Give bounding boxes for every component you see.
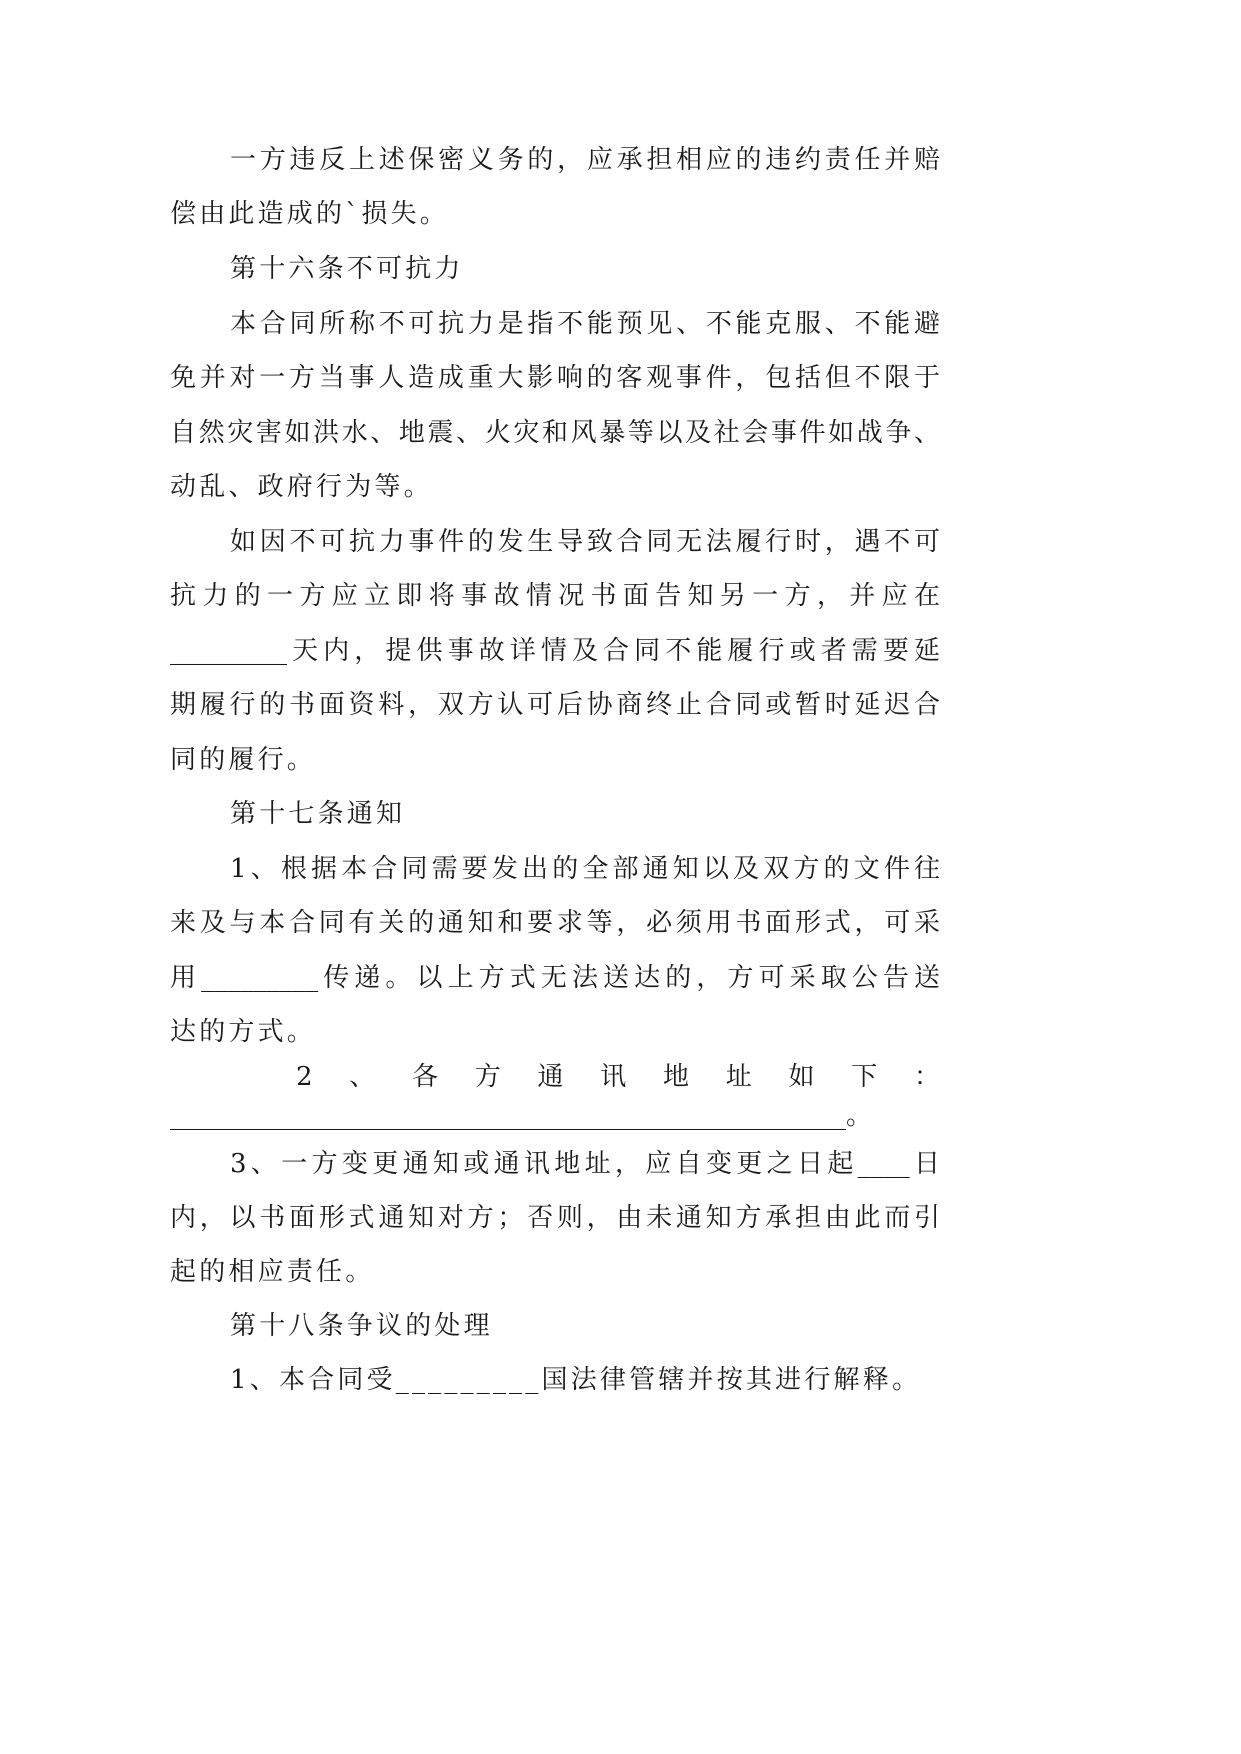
paragraph-line: 同的履行。 xyxy=(170,745,317,775)
paragraph-line: 达的方式。 xyxy=(170,1017,317,1047)
paragraph-line: 偿由此造成的`损失。 xyxy=(170,199,450,229)
paragraph-line: 来及与本合同有关的通知和要求等，必须用书面形式，可采 xyxy=(170,908,940,938)
address-blank-line: ____________________________________________________。 xyxy=(170,1101,872,1131)
paragraph-line: 一方违反上述保密义务的，应承担相应的违约责任并赔 xyxy=(230,145,940,175)
paragraph-line: 1、本合同受_________国法律管辖并按其进行解释。 xyxy=(230,1365,922,1395)
paragraph-line: 免并对一方当事人造成重大影响的客观事件，包括但不限于 xyxy=(170,363,940,393)
paragraph-line: 本合同所称不可抗力是指不能预见、不能克服、不能避 xyxy=(230,309,940,339)
section-heading: 第十七条通知 xyxy=(230,799,406,829)
address-heading: 2、各方通讯地址如下： xyxy=(296,1062,940,1092)
paragraph-line: 抗力的一方应立即将事故情况书面告知另一方，并应在 xyxy=(170,581,940,611)
paragraph-line: 内，以书面形式通知对方；否则，由未通知方承担由此而引 xyxy=(170,1203,940,1233)
paragraph-line: 起的相应责任。 xyxy=(170,1257,375,1287)
section-heading: 第十六条不可抗力 xyxy=(230,254,464,284)
paragraph-line: 动乱、政府行为等。 xyxy=(170,472,433,502)
paragraph-line: 如因不可抗力事件的发生导致合同无法履行时，遇不可 xyxy=(230,527,940,557)
paragraph-line: 3、一方变更通知或通讯地址，应自变更之日起____日 xyxy=(230,1149,940,1179)
paragraph-line: 期履行的书面资料，双方认可后协商终止合同或暂时延迟合 xyxy=(170,690,940,720)
paragraph-line: 1、根据本合同需要发出的全部通知以及双方的文件往 xyxy=(230,854,940,884)
paragraph-line: 用_________传递。以上方式无法送达的，方可采取公告送 xyxy=(170,963,940,993)
paragraph-line: 自然灾害如洪水、地震、火灾和风暴等以及社会事件如战争、 xyxy=(170,418,940,448)
paragraph-line: _________天内，提供事故详情及合同不能履行或者需要延 xyxy=(170,636,940,666)
section-heading: 第十八条争议的处理 xyxy=(230,1311,493,1341)
